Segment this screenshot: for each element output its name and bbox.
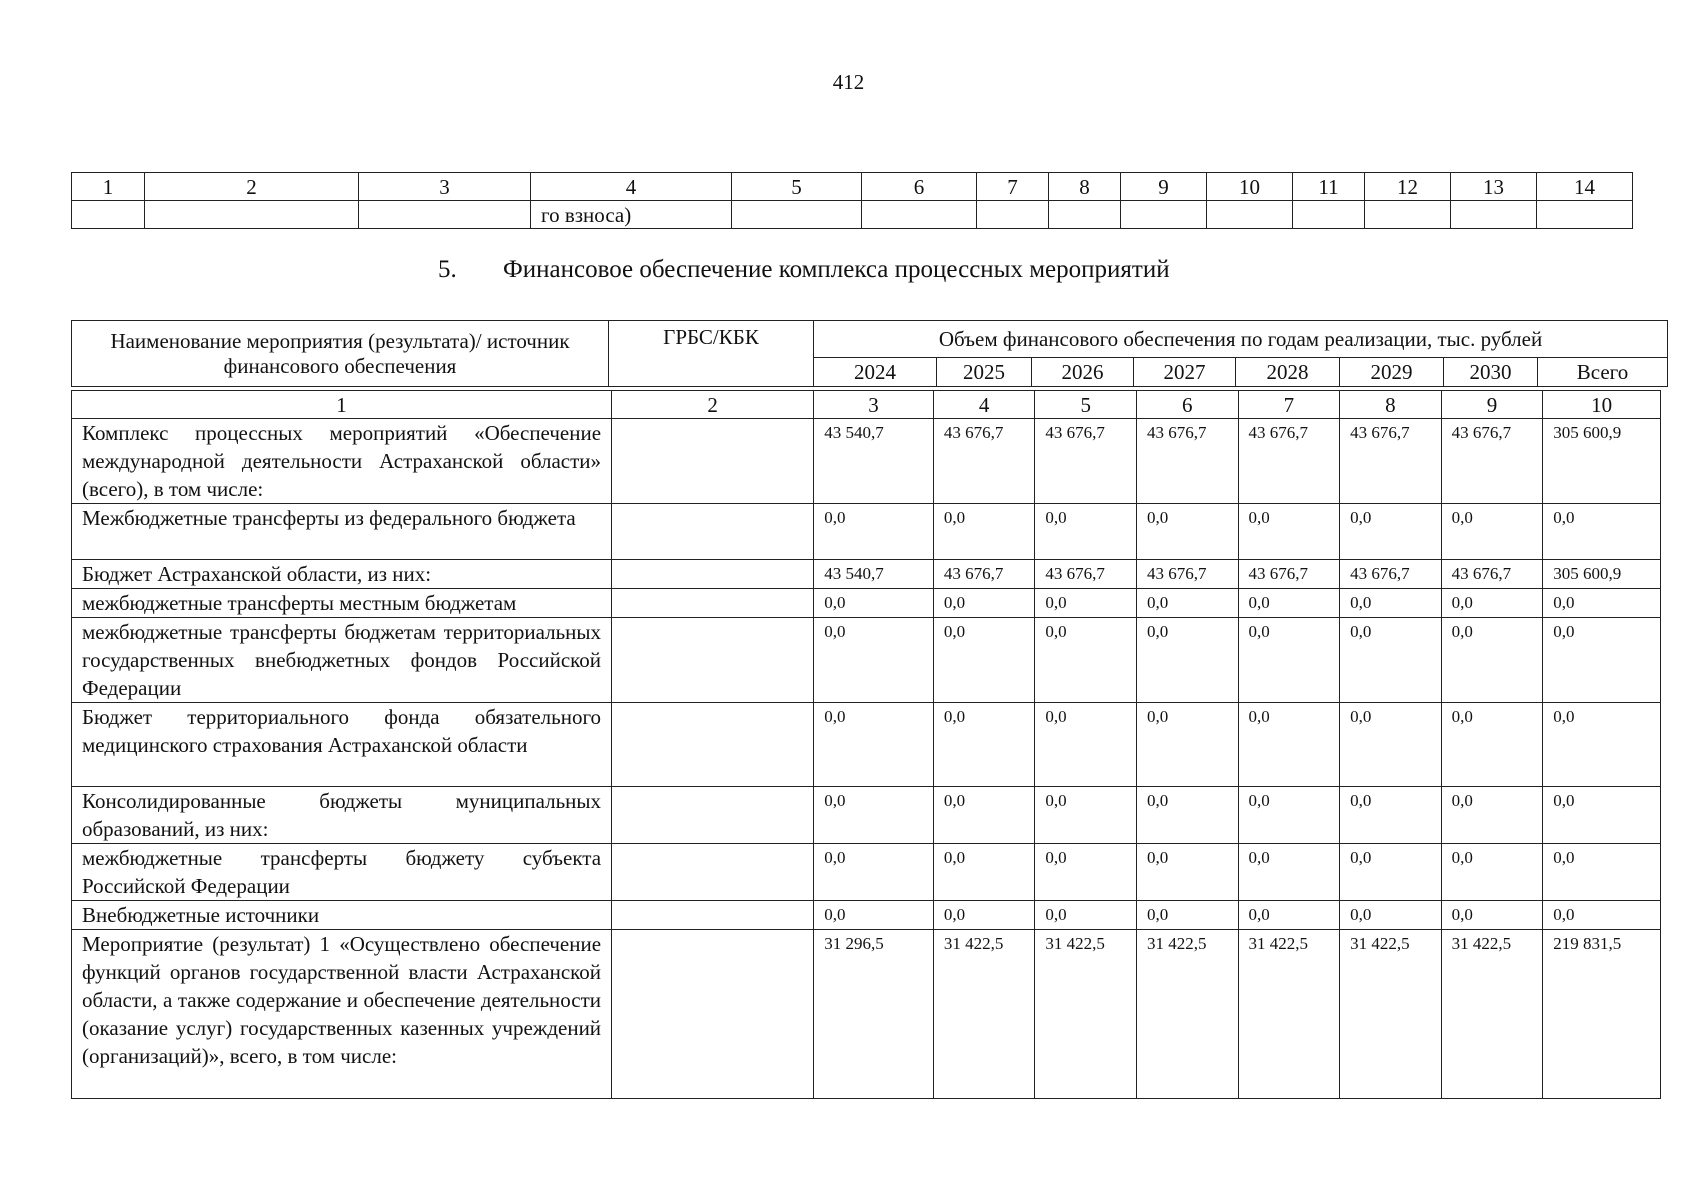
- continuation-cell: [862, 201, 977, 229]
- row-name: межбюджетные трансферты бюджетам территориальных государственных внебюджетных фондов Российской Федерации: [72, 618, 612, 703]
- row-year-value: 0,0: [933, 703, 1035, 787]
- continuation-table: [71, 172, 1633, 229]
- row-year-value: 43 540,7: [814, 560, 934, 589]
- row-grbs: [612, 930, 814, 1099]
- row-year-value: 0,0: [1340, 504, 1442, 560]
- row-year-value: 43 676,7: [1238, 419, 1340, 504]
- header-year: 2026: [1032, 358, 1134, 387]
- header-year: 2030: [1444, 358, 1538, 387]
- row-year-value: 43 540,7: [814, 419, 934, 504]
- continuation-cell: [359, 201, 531, 229]
- row-grbs: [612, 703, 814, 787]
- row-year-value: 0,0: [933, 787, 1035, 844]
- row-total-value: 305 600,9: [1543, 560, 1661, 589]
- row-name: Консолидированные бюджеты муниципальных образований, из них:: [72, 787, 612, 844]
- row-year-value: 0,0: [1340, 901, 1442, 930]
- row-name: Бюджет Астраханской области, из них:: [72, 560, 612, 589]
- row-year-value: 0,0: [814, 504, 934, 560]
- page-number: 412: [832, 70, 865, 94]
- row-year-value: 0,0: [814, 703, 934, 787]
- continuation-col-12: 12: [1365, 173, 1451, 201]
- row-year-value: 0,0: [1238, 844, 1340, 901]
- row-year-value: 31 422,5: [1035, 930, 1137, 1099]
- row-grbs: [612, 787, 814, 844]
- row-year-value: 43 676,7: [1035, 419, 1137, 504]
- header-year: 2029: [1340, 358, 1444, 387]
- column-number: 6: [1136, 391, 1238, 419]
- header-name: Наименование мероприятия (результата)/ источник финансового обеспечения: [72, 321, 609, 387]
- table-row: [72, 844, 1661, 901]
- row-name: межбюджетные трансферты местным бюджетам: [72, 589, 612, 618]
- row-year-value: 31 422,5: [1441, 930, 1543, 1099]
- row-name: межбюджетные трансферты бюджету субъекта Российской Федерации: [72, 844, 612, 901]
- row-year-value: 43 676,7: [933, 560, 1035, 589]
- continuation-col-3: 3: [359, 173, 531, 201]
- row-year-value: 0,0: [1035, 844, 1137, 901]
- row-name: Бюджет территориального фонда обязательного медицинского страхования Астраханской области: [72, 703, 612, 787]
- row-year-value: 0,0: [814, 901, 934, 930]
- row-total-value: 0,0: [1543, 589, 1661, 618]
- row-year-value: 0,0: [1441, 901, 1543, 930]
- continuation-row: [72, 201, 1633, 229]
- header-grbs: ГРБС/КБК: [609, 321, 814, 387]
- row-year-value: 0,0: [1136, 901, 1238, 930]
- table-row: [72, 703, 1661, 787]
- table-row: [72, 560, 1661, 589]
- continuation-cell: [732, 201, 862, 229]
- row-year-value: 0,0: [1340, 844, 1442, 901]
- row-name: Внебюджетные источники: [72, 901, 612, 930]
- row-total-value: 0,0: [1543, 703, 1661, 787]
- row-year-value: 0,0: [1238, 589, 1340, 618]
- row-grbs: [612, 589, 814, 618]
- continuation-cell: [1049, 201, 1121, 229]
- continuation-cell: [1207, 201, 1293, 229]
- row-year-value: 0,0: [1136, 504, 1238, 560]
- row-year-value: 0,0: [814, 589, 934, 618]
- row-year-value: 0,0: [1340, 618, 1442, 703]
- row-year-value: 0,0: [1340, 589, 1442, 618]
- column-number: 5: [1035, 391, 1137, 419]
- row-year-value: 0,0: [1238, 504, 1340, 560]
- row-grbs: [612, 618, 814, 703]
- column-number: 7: [1238, 391, 1340, 419]
- row-year-value: 0,0: [1035, 703, 1137, 787]
- row-name: Мероприятие (результат) 1 «Осуществлено обеспечение функций органов государственной власти Астраханской области, а также содержание и обеспечение деятельности (оказание услуг) государственных казенных учреждений (организаций)», всего, в том числе:: [72, 930, 612, 1099]
- row-year-value: 43 676,7: [1340, 560, 1442, 589]
- row-grbs: [612, 901, 814, 930]
- header-year: 2028: [1236, 358, 1340, 387]
- row-total-value: 0,0: [1543, 504, 1661, 560]
- row-year-value: 43 676,7: [1035, 560, 1137, 589]
- continuation-col-14: 14: [1537, 173, 1633, 201]
- row-name: Комплекс процессных мероприятий «Обеспечение международной деятельности Астраханской области» (всего), в том числе:: [72, 419, 612, 504]
- row-total-value: 0,0: [1543, 787, 1661, 844]
- row-year-value: 0,0: [1340, 703, 1442, 787]
- continuation-cell: [977, 201, 1049, 229]
- column-number: 9: [1441, 391, 1543, 419]
- continuation-cell: го взноса): [531, 201, 732, 229]
- row-year-value: 0,0: [1136, 618, 1238, 703]
- row-year-value: 0,0: [1136, 589, 1238, 618]
- row-year-value: 0,0: [1441, 589, 1543, 618]
- row-grbs: [612, 419, 814, 504]
- continuation-col-4: 4: [531, 173, 732, 201]
- row-year-value: 0,0: [1238, 787, 1340, 844]
- row-year-value: 0,0: [814, 787, 934, 844]
- row-grbs: [612, 844, 814, 901]
- column-number: 10: [1543, 391, 1661, 419]
- row-year-value: 31 422,5: [933, 930, 1035, 1099]
- column-number: 8: [1340, 391, 1442, 419]
- row-year-value: 0,0: [933, 844, 1035, 901]
- row-year-value: 0,0: [1441, 618, 1543, 703]
- table-row: [72, 901, 1661, 930]
- table-row: [72, 930, 1661, 1099]
- row-year-value: 0,0: [814, 618, 934, 703]
- column-number-row: [72, 391, 1661, 419]
- continuation-col-13: 13: [1451, 173, 1537, 201]
- row-year-value: 0,0: [1441, 844, 1543, 901]
- row-year-value: 0,0: [1441, 504, 1543, 560]
- table-row: [72, 504, 1661, 560]
- row-year-value: 43 676,7: [1441, 560, 1543, 589]
- row-year-value: 0,0: [1238, 703, 1340, 787]
- row-year-value: 0,0: [1136, 787, 1238, 844]
- continuation-col-11: 11: [1293, 173, 1365, 201]
- row-year-value: 31 422,5: [1136, 930, 1238, 1099]
- row-year-value: 0,0: [933, 504, 1035, 560]
- continuation-cell: [1537, 201, 1633, 229]
- header-total: Всего: [1538, 358, 1668, 387]
- header-year: 2024: [814, 358, 937, 387]
- row-year-value: 0,0: [1238, 901, 1340, 930]
- continuation-col-6: 6: [862, 173, 977, 201]
- row-year-value: 43 676,7: [1136, 560, 1238, 589]
- row-name: Межбюджетные трансферты из федерального бюджета: [72, 504, 612, 560]
- finance-header-table: [71, 320, 1668, 387]
- continuation-col-10: 10: [1207, 173, 1293, 201]
- continuation-cell: [72, 201, 145, 229]
- continuation-cell: [1121, 201, 1207, 229]
- row-year-value: 0,0: [1136, 844, 1238, 901]
- continuation-col-8: 8: [1049, 173, 1121, 201]
- table-row: [72, 787, 1661, 844]
- row-total-value: 0,0: [1543, 844, 1661, 901]
- continuation-cell: [1451, 201, 1537, 229]
- row-grbs: [612, 560, 814, 589]
- table-row: [72, 618, 1661, 703]
- continuation-cell: [145, 201, 359, 229]
- row-year-value: 43 676,7: [1441, 419, 1543, 504]
- row-year-value: 31 422,5: [1340, 930, 1442, 1099]
- row-year-value: 0,0: [814, 844, 934, 901]
- row-grbs: [612, 504, 814, 560]
- continuation-cell: [1293, 201, 1365, 229]
- row-total-value: 219 831,5: [1543, 930, 1661, 1099]
- row-year-value: 0,0: [1035, 504, 1137, 560]
- row-year-value: 0,0: [933, 618, 1035, 703]
- header-volume: Объем финансового обеспечения по годам реализации, тыс. рублей: [814, 321, 1668, 358]
- finance-table: [71, 390, 1661, 1099]
- row-year-value: 31 422,5: [1238, 930, 1340, 1099]
- row-year-value: 0,0: [933, 589, 1035, 618]
- continuation-col-5: 5: [732, 173, 862, 201]
- table-row: [72, 589, 1661, 618]
- header-year: 2027: [1134, 358, 1236, 387]
- section-number: 5.: [438, 256, 457, 283]
- section-title-text: Финансовое обеспечение комплекса процессных мероприятий: [503, 256, 1170, 283]
- header-year: 2025: [937, 358, 1032, 387]
- row-total-value: 305 600,9: [1543, 419, 1661, 504]
- row-year-value: 0,0: [1035, 901, 1137, 930]
- continuation-header-row: [72, 173, 1633, 201]
- continuation-col-1: 1: [72, 173, 145, 201]
- row-year-value: 0,0: [933, 901, 1035, 930]
- row-year-value: 31 296,5: [814, 930, 934, 1099]
- section-title: [438, 256, 1170, 284]
- row-year-value: 0,0: [1340, 787, 1442, 844]
- continuation-col-9: 9: [1121, 173, 1207, 201]
- row-year-value: 0,0: [1441, 703, 1543, 787]
- row-year-value: 43 676,7: [1238, 560, 1340, 589]
- column-number: 3: [814, 391, 934, 419]
- row-year-value: 0,0: [1238, 618, 1340, 703]
- continuation-col-7: 7: [977, 173, 1049, 201]
- continuation-cell: [1365, 201, 1451, 229]
- column-number: 2: [612, 391, 814, 419]
- row-year-value: 0,0: [1035, 787, 1137, 844]
- column-number: 1: [72, 391, 612, 419]
- row-total-value: 0,0: [1543, 618, 1661, 703]
- row-year-value: 0,0: [1035, 618, 1137, 703]
- row-total-value: 0,0: [1543, 901, 1661, 930]
- row-year-value: 0,0: [1035, 589, 1137, 618]
- row-year-value: 43 676,7: [1340, 419, 1442, 504]
- continuation-col-2: 2: [145, 173, 359, 201]
- table-row: [72, 419, 1661, 504]
- column-number: 4: [933, 391, 1035, 419]
- row-year-value: 43 676,7: [1136, 419, 1238, 504]
- row-year-value: 43 676,7: [933, 419, 1035, 504]
- row-year-value: 0,0: [1441, 787, 1543, 844]
- row-year-value: 0,0: [1136, 703, 1238, 787]
